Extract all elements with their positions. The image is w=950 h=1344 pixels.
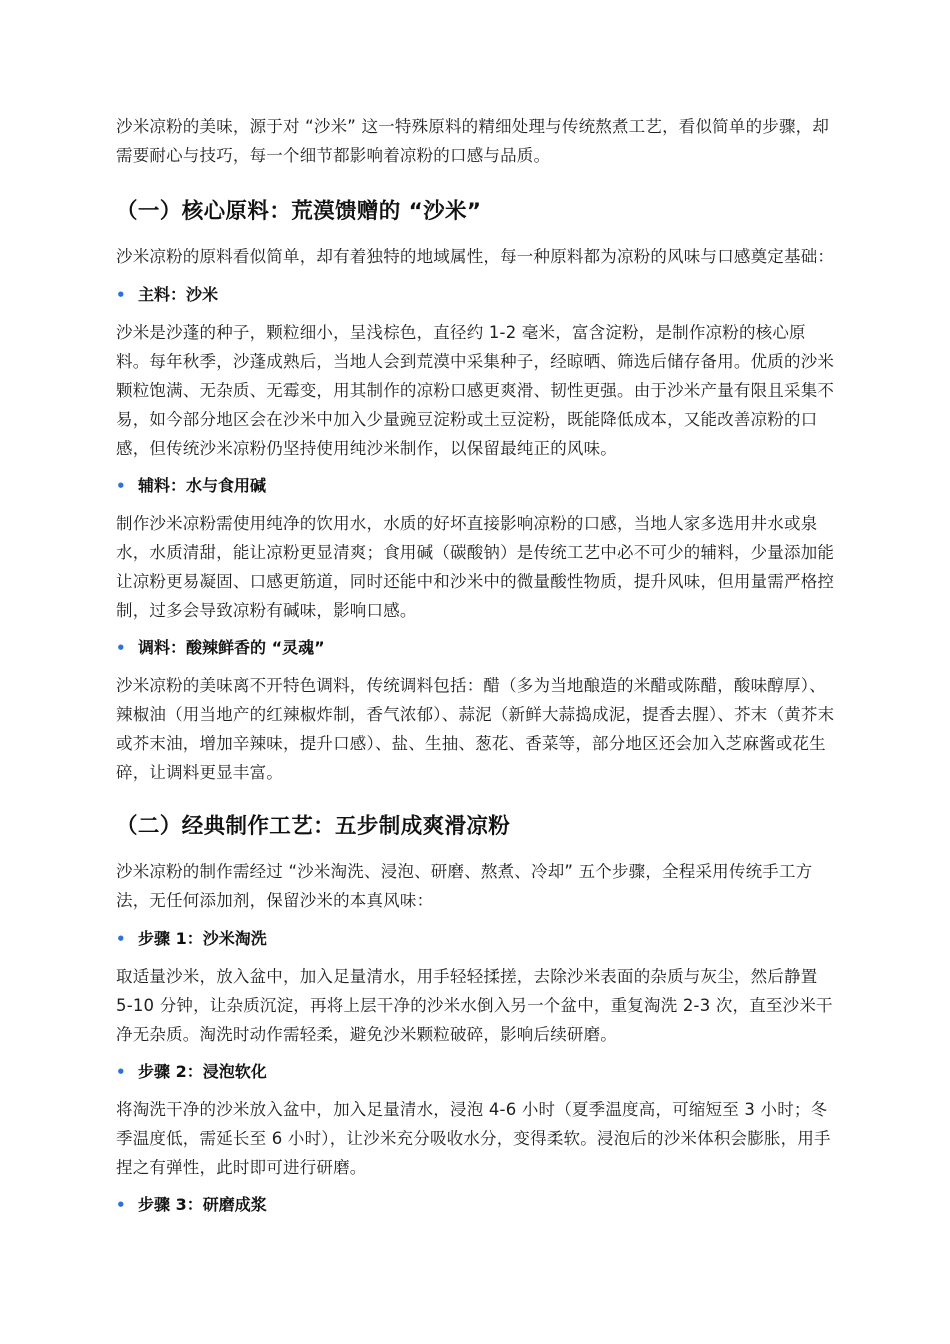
main-ingredient-paragraph: 沙米是沙蓬的种子，颗粒细小，呈浅棕色，直径约 1-2 毫米，富含淀粉，是制作凉粉的核心原料。每年秋季，沙蓬成熟后，当地人会到荒漠中采集种子，经晾晒、筛选后储存备用。优质的沙米颗粒饱满、无杂质、无霉变，用其制作的凉粉口感更爽滑、韧性更强。由于沙米产量有限且采集不易，如今部分地区会在沙米中加入少量豌豆淀粉或土豆淀粉，既能降低成本，又能改善凉粉的口感，但传统沙米凉粉仍坚持使用纯沙米制作，以保留最纯正的风味。 [116, 323, 835, 458]
bullet-heading: 主料：沙米 [138, 285, 219, 304]
intro-paragraph: 沙米凉粉的美味，源于对 “沙米” 这一特殊原料的精细处理与传统熬煮工艺，看似简单的步骤，却需要耐心与技巧，每一个细节都影响着凉粉的口感与品质。 [116, 117, 830, 165]
section-2-intro: 沙米凉粉的制作需经过 “沙米淘洗、浸泡、研磨、熬煮、冷却” 五个步骤，全程采用传统手工方法，无任何添加剂，保留沙米的本真风味： [116, 862, 813, 910]
step-2-paragraph: 将淘洗干净的沙米放入盆中，加入足量清水，浸泡 4-6 小时（夏季温度高，可缩短至 3 小时；冬季温度低，需延长至 6 小时），让沙米充分吸收水分，变得柔软。浸泡后的沙米体积会膨胀，用手捏之有弹性，此时即可进行研磨。 [116, 1100, 831, 1177]
bullet-auxiliary [116, 473, 838, 499]
bullet-heading: 调料：酸辣鲜香的 “灵魂” [138, 638, 325, 657]
bullet-dot-icon: • [116, 477, 126, 495]
document-page [116, 112, 838, 1218]
seasoning-paragraph: 沙米凉粉的美味离不开特色调料，传统调料包括：醋（多为当地酿造的米醋或陈醋，酸味醇厚）、辣椒油（用当地产的红辣椒炸制，香气浓郁）、蒜泥（新鲜大蒜捣成泥，提香去腥）、芥末（黄芥末或芥末油，增加辛辣味，提升口感）、盐、生抽、葱花、香菜等，部分地区还会加入芝麻酱或花生碎，让调料更显丰富。 [116, 676, 835, 782]
bullet-step-2 [116, 1059, 838, 1085]
bullet-heading: 步骤 1：沙米淘洗 [138, 929, 267, 948]
bullet-heading: 辅料：水与食用碱 [138, 476, 267, 495]
bullet-step-1 [116, 926, 838, 952]
auxiliary-paragraph: 制作沙米凉粉需使用纯净的饮用水，水质的好坏直接影响凉粉的口感，当地人家多选用井水或泉水，水质清甜，能让凉粉更显清爽；食用碱（碳酸钠）是传统工艺中必不可少的辅料，少量添加能让凉粉更易凝固、口感更筋道，同时还能中和沙米中的微量酸性物质，提升风味，但用量需严格控制，过多会导致凉粉有碱味，影响口感。 [116, 514, 835, 620]
step-1-paragraph: 取适量沙米，放入盆中，加入足量清水，用手轻轻揉搓，去除沙米表面的杂质与灰尘，然后静置 5-10 分钟，让杂质沉淀，再将上层干净的沙米水倒入另一个盆中，重复淘洗 2-3 次，直至沙米干净无杂质。淘洗时动作需轻柔，避免沙米颗粒破碎，影响后续研磨。 [116, 967, 833, 1044]
bullet-dot-icon: • [116, 1063, 126, 1081]
bullet-heading: 步骤 3：研磨成浆 [138, 1195, 267, 1214]
bullet-heading: 步骤 2：浸泡软化 [138, 1062, 267, 1081]
bullet-dot-icon: • [116, 1196, 126, 1214]
bullet-dot-icon: • [116, 930, 126, 948]
section-2-title: （二）经典制作工艺：五步制成爽滑凉粉 [116, 814, 511, 839]
bullet-main-ingredient [116, 282, 838, 308]
section-1-title: （一）核心原料：荒漠馈赠的 “沙米” [116, 199, 482, 224]
bullet-seasoning [116, 635, 838, 661]
bullet-step-3 [116, 1192, 838, 1218]
section-1-intro: 沙米凉粉的原料看似简单，却有着独特的地域属性，每一种原料都为凉粉的风味与口感奠定基础： [116, 247, 835, 266]
bullet-dot-icon: • [116, 639, 126, 657]
bullet-dot-icon: • [116, 286, 126, 304]
